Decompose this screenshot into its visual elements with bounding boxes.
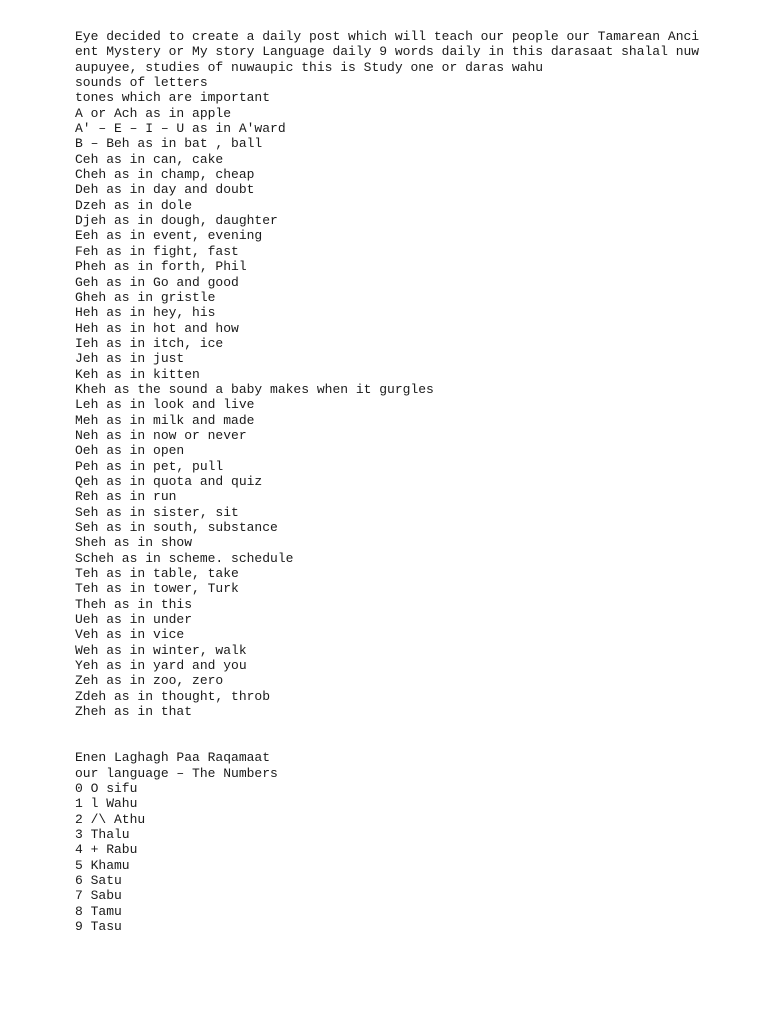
letter-entry: A or Ach as in apple [75, 105, 232, 121]
letter-entry: Heh as in hey, his [75, 305, 216, 321]
intro-line: Eye decided to create a daily post which will teach our people our Tamarean Anci [75, 29, 700, 44]
letter-entry: A' – E – I – U as in A'ward [75, 121, 286, 137]
letter-entry: Kheh as the sound a baby makes when it gurgles [75, 381, 434, 397]
number-entry: 8 Tamu [75, 903, 122, 919]
letters-list [75, 106, 695, 720]
letter-entry: Dzeh as in dole [75, 197, 193, 213]
letter-entry: Deh as in day and doubt [75, 182, 255, 198]
letter-entry: Teh as in tower, Turk [75, 581, 239, 597]
letter-entry: Cheh as in champ, cheap [75, 167, 255, 183]
letter-entry: Meh as in milk and made [75, 412, 255, 428]
letter-entry: Pheh as in forth, Phil [75, 259, 247, 275]
letter-entry: Geh as in Go and good [75, 274, 239, 290]
letter-entry: Teh as in table, take [75, 566, 239, 582]
letter-entry: Yeh as in yard and you [75, 658, 247, 674]
letter-entry: Feh as in fight, fast [75, 243, 239, 259]
heading-line: tones which are important [75, 90, 271, 106]
letter-entry: Oeh as in open [75, 443, 185, 459]
intro-paragraph [75, 29, 700, 75]
letter-entry: Veh as in vice [75, 627, 185, 643]
letter-entry: Ceh as in can, cake [75, 151, 224, 167]
letter-entry: Qeh as in quota and quiz [75, 473, 263, 489]
intro-line: aupuyee, studies of nuwaupic this is Study one or daras wahu [75, 59, 544, 75]
letter-entry: Seh as in south, substance [75, 520, 278, 535]
letter-entry: Weh as in winter, walk [75, 642, 247, 658]
letter-entry: Sheh as in show [75, 535, 193, 551]
letter-entry: B – Beh as in bat , ball [75, 136, 263, 152]
letter-entry: Theh as in this [75, 596, 193, 612]
letter-entry: Zdeh as in thought, throb [75, 688, 271, 704]
section-gap [75, 719, 695, 750]
document-page [75, 29, 700, 934]
numbers-heading [75, 750, 695, 781]
letter-entry: Scheh as in scheme. schedule [75, 550, 294, 566]
number-entry: 3 Thalu [75, 826, 130, 842]
number-entry: 9 Tasu [75, 918, 122, 934]
letter-entry: Neh as in now or never [75, 427, 247, 443]
number-entry: 6 Satu [75, 872, 122, 888]
letter-entry: Eeh as in event, evening [75, 228, 263, 244]
letters-heading [75, 75, 695, 106]
number-entry: 5 Khamu [75, 857, 130, 873]
heading-line: Enen Laghagh Paa Raqamaat [75, 750, 271, 766]
letter-entry: Reh as in run [75, 489, 177, 505]
number-entry: 1 l Wahu [75, 796, 138, 812]
number-entry: 0 O sifu [75, 780, 138, 796]
number-entry: 7 Sabu [75, 888, 122, 904]
letter-entry: Zheh as in that [75, 704, 193, 720]
letter-entry: Ueh as in under [75, 612, 193, 628]
letter-entry: Ieh as in itch, ice [75, 335, 224, 351]
heading-line: our language – The Numbers [75, 765, 278, 781]
letter-entry: Keh as in kitten [75, 366, 200, 382]
numbers-list [75, 781, 695, 934]
letter-entry: Seh as in sister, sit [75, 504, 239, 520]
letter-entry: Gheh as in gristle [75, 289, 216, 305]
letter-entry: Heh as in hot and how [75, 320, 239, 336]
letter-entry: Leh as in look and live [75, 397, 255, 413]
number-entry: 2 /\ Athu [75, 811, 146, 827]
heading-line: sounds of letters [75, 75, 208, 91]
letter-entry: Jeh as in just [75, 351, 185, 367]
number-entry: 4 + Rabu [75, 842, 138, 858]
letter-entry: Peh as in pet, pull [75, 458, 224, 474]
letter-entry: Djeh as in dough, daughter [75, 213, 278, 229]
intro-line: ent Mystery or My story Language daily 9 words daily in this darasaat shalal nuw [75, 44, 700, 60]
letter-entry: Zeh as in zoo, zero [75, 673, 224, 689]
